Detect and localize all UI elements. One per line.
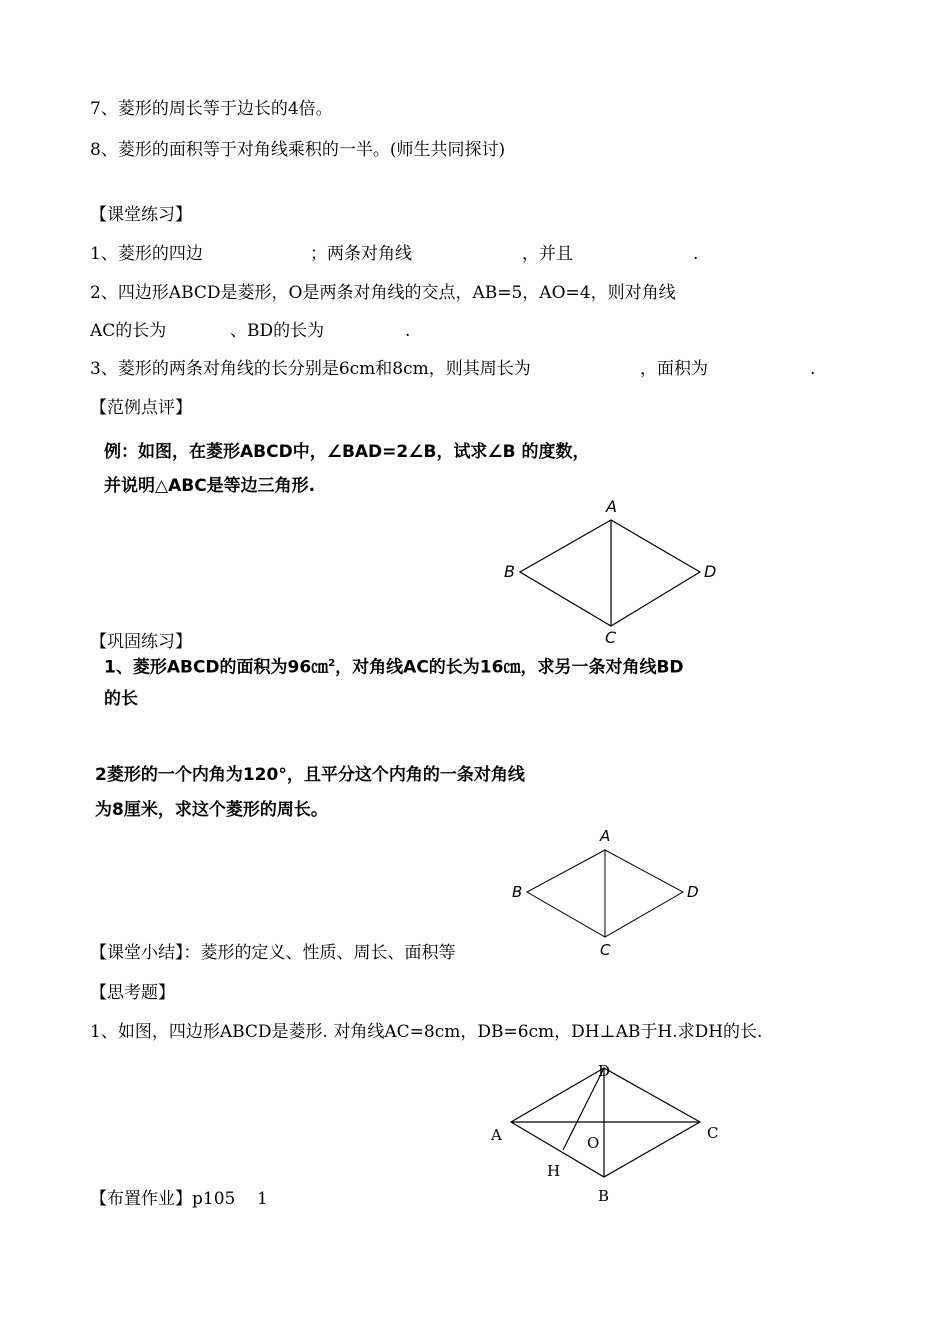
consolidate-2-line-2: 为8厘米，求这个菱形的周长。: [95, 800, 328, 820]
fig1-label-c: C: [605, 628, 617, 647]
fig2-label-b: B: [512, 883, 523, 901]
practice-1-part-c: ，并且: [522, 244, 573, 264]
homework-line: 【布置作业】p105 1: [90, 1189, 268, 1209]
fig1-label-d: D: [704, 562, 717, 581]
fig3-label-a: A: [491, 1126, 502, 1144]
consolidate-heading: 【巩固练习】: [90, 632, 192, 652]
fig3-label-o: O: [587, 1134, 600, 1152]
fig3-label-c: C: [707, 1124, 719, 1142]
statement-7: 7、菱形的周长等于边长的4倍。: [90, 99, 333, 119]
think-question-1: 1、如图，四边形ABCD是菱形. 对角线AC=8cm，DB=6cm，DH⊥AB于H.求DH的长.: [90, 1022, 763, 1042]
practice-heading: 【课堂练习】: [90, 205, 192, 225]
fig1-label-b: B: [504, 562, 515, 581]
practice-3-part-c: .: [810, 359, 816, 379]
example-line-2: 并说明△ABC是等边三角形.: [104, 476, 316, 496]
fig2-label-d: D: [687, 883, 699, 901]
practice-3-part-a: 3、菱形的两条对角线的长分别是6cm和8cm，则其周长为: [90, 359, 531, 379]
practice-1-part-d: .: [693, 244, 699, 264]
practice-2-line-1: 2、四边形ABCD是菱形，O是两条对角线的交点，AB=5，AO=4，则对角线: [90, 283, 676, 303]
fig3-label-b: B: [598, 1187, 610, 1205]
fig2-label-c: C: [600, 941, 611, 959]
fig1-label-a: A: [606, 497, 617, 516]
consolidate-1-line-2: 的长: [104, 689, 138, 709]
practice-2-part-b: AC的长为: [90, 321, 167, 341]
summary-line: 【课堂小结】：菱形的定义、性质、周长、面积等: [90, 943, 456, 963]
consolidate-2-line-1: 2菱形的一个内角为120°，且平分这个内角的一条对角线: [95, 765, 525, 785]
fig3-label-h: H: [547, 1162, 561, 1180]
fig2-label-a: A: [600, 827, 611, 845]
practice-2-part-d: .: [405, 321, 411, 341]
fig3-label-d: D: [598, 1062, 611, 1080]
consolidate-1-line-1: 1、菱形ABCD的面积为96㎝$^2$，对角线AC的长为16㎝，求另一条对角线BD: [104, 657, 684, 678]
practice-1-part-a: 1、菱形的四边: [90, 244, 203, 264]
example-heading: 【范例点评】: [90, 398, 192, 418]
statement-8: 8、菱形的面积等于对角线乘积的一半。(师生共同探讨): [90, 140, 506, 160]
example-line-1: 例：如图，在菱形ABCD中，∠BAD=2∠B，试求∠B 的度数，: [104, 442, 590, 462]
practice-1-part-b: ；两条对角线: [310, 244, 412, 264]
practice-2-part-c: 、BD的长为: [230, 321, 325, 341]
think-heading: 【思考题】: [90, 983, 175, 1003]
practice-3-part-b: ，面积为: [640, 359, 708, 379]
